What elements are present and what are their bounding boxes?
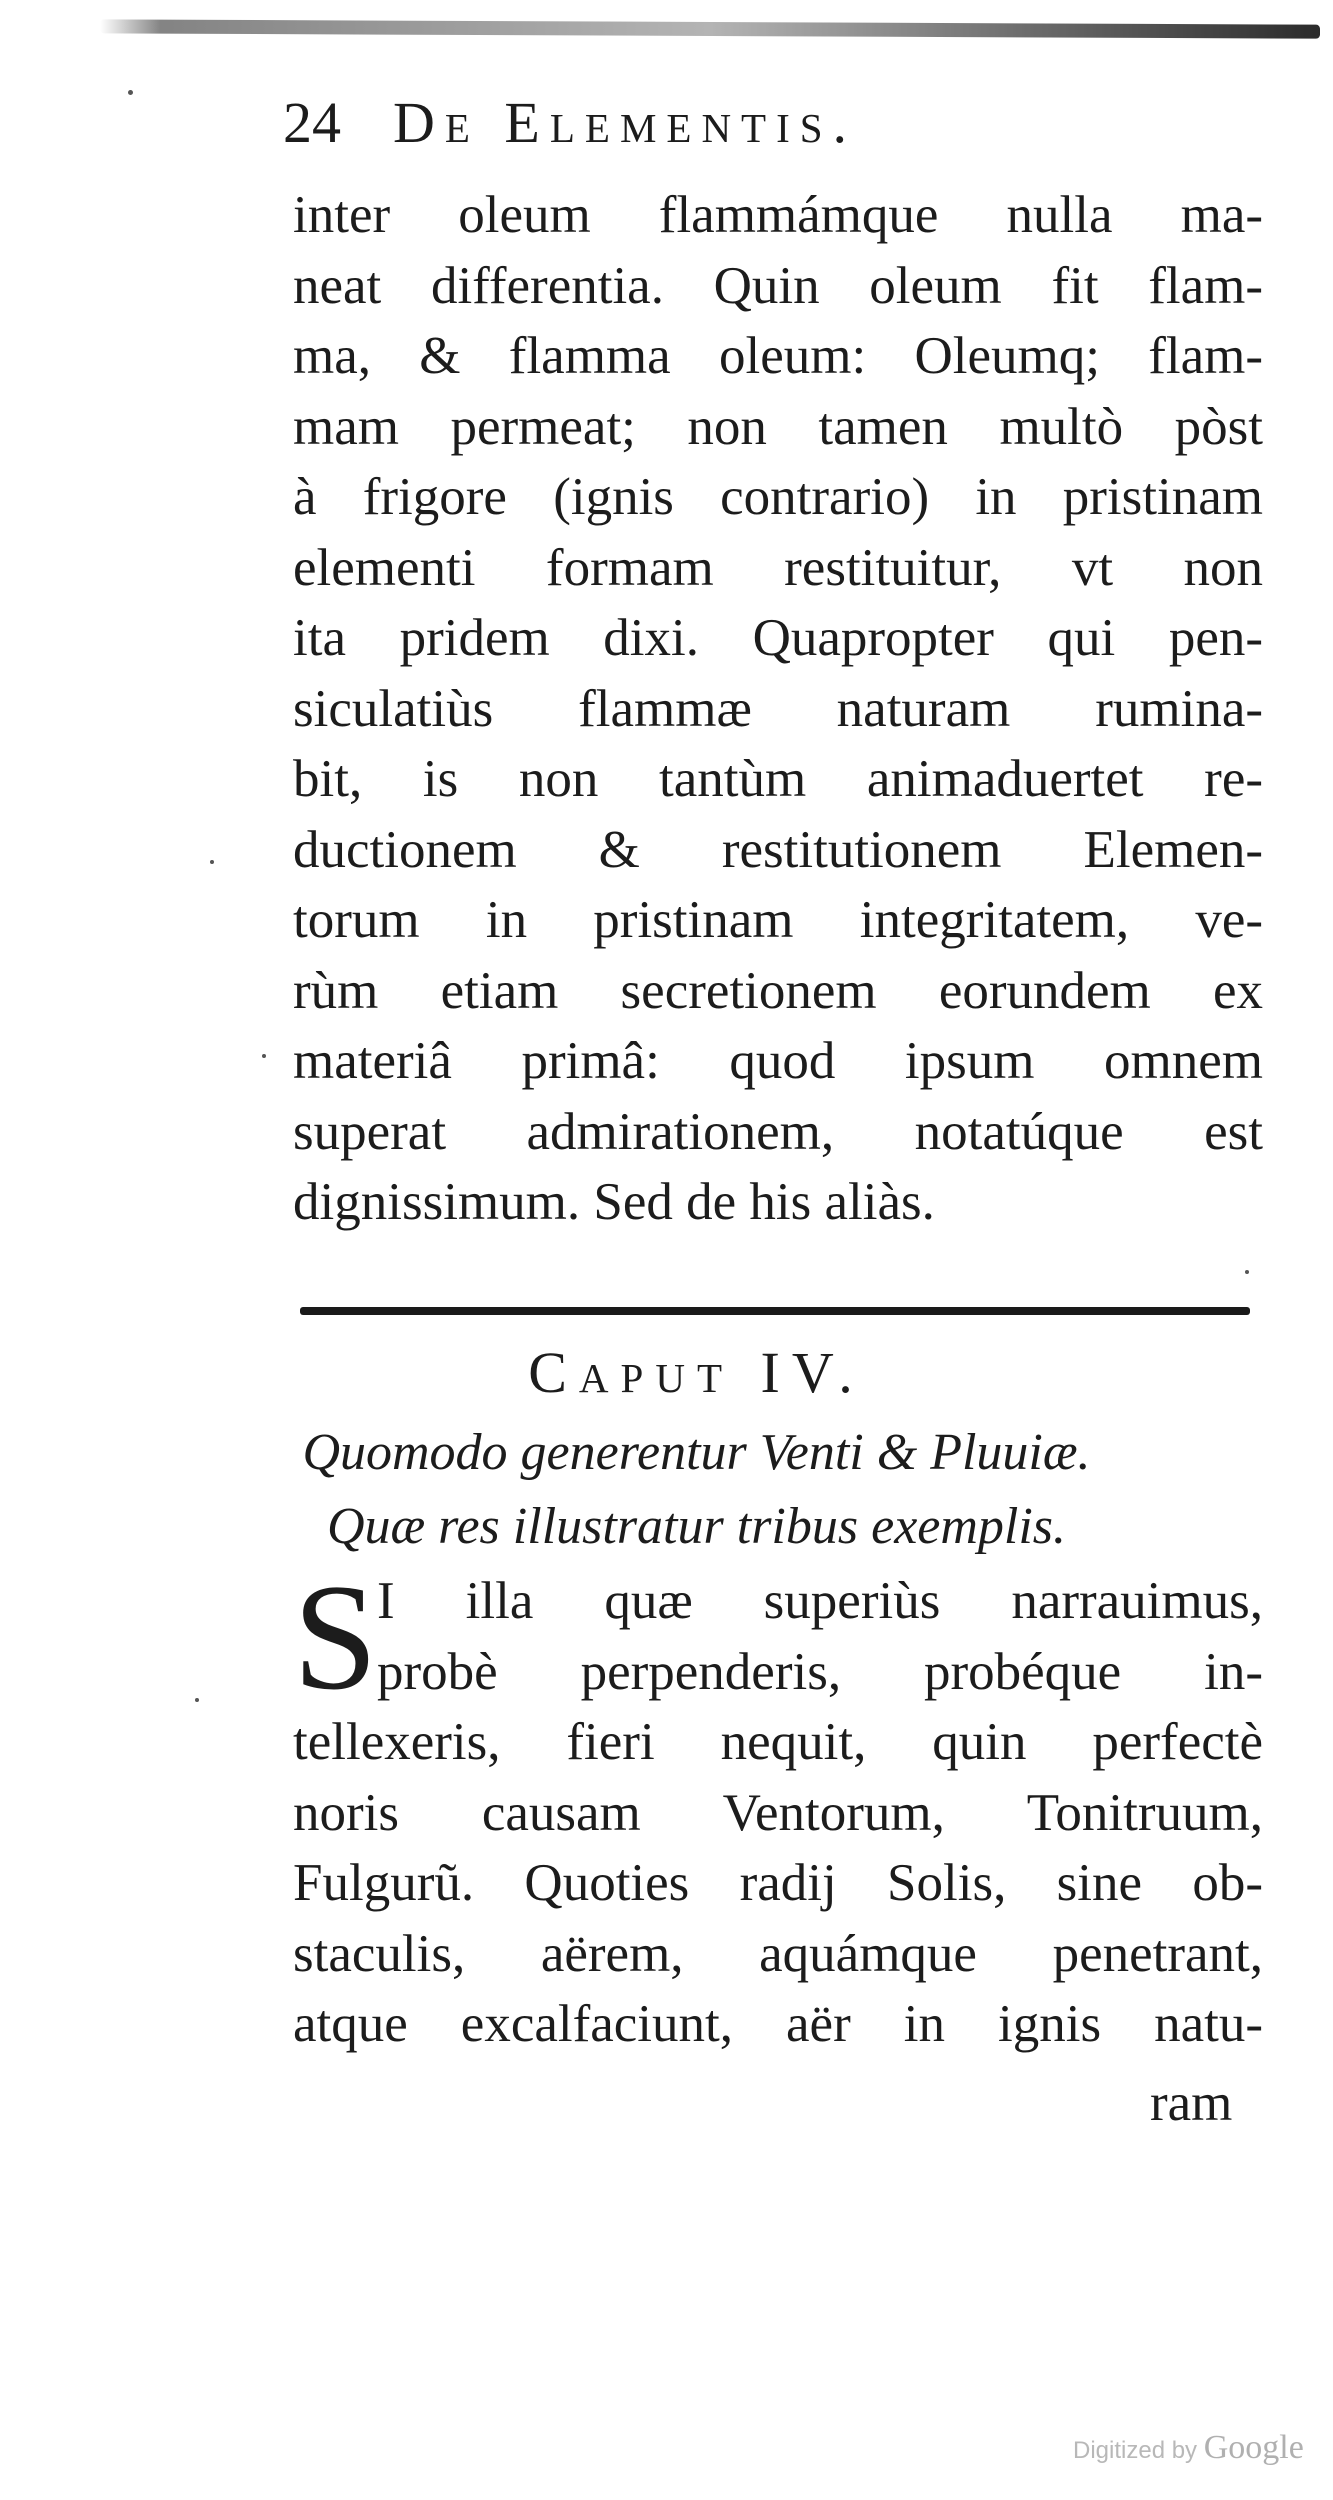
text-line: inter oleum flammámque nulla ma- (293, 186, 1263, 244)
scan-speck (128, 90, 133, 95)
chapter-subtitle-line-2: Quæ res illustratur tribus exemplis. (326, 1498, 1067, 1555)
text-line: torum in pristinam integritatem, ve- (293, 891, 1263, 949)
page-header (283, 88, 857, 158)
chapter-paragraph (293, 1553, 1263, 2060)
chapter-subtitle-line-1: Quomodo generentur Venti & Pluuiæ. (302, 1424, 1091, 1481)
text-line: I illa quæ superiùs narrauimus, (377, 1572, 1263, 1630)
chapter-heading: Caput IV. (528, 1340, 865, 1405)
text-line: Fulgurũ. Quoties radij Solis, sine ob- (293, 1854, 1263, 1912)
digitized-watermark (1073, 2428, 1304, 2471)
catchword: ram (1150, 2074, 1233, 2132)
page-number: 24 (283, 90, 341, 155)
text-line: ma, & flamma oleum: Oleumq; flam- (293, 327, 1263, 385)
text-line: siculatiùs flammæ naturam rumina- (293, 679, 1263, 738)
text-line: à frigore (ignis contrario) in pristinam (293, 468, 1263, 526)
text-line: neat differentia. Quin oleum fit flam- (293, 256, 1263, 315)
scan-speck (195, 1698, 199, 1702)
text-line: rùm etiam secretionem eorundem ex (293, 961, 1263, 1020)
text-line: superat admirationem, notatúque est (293, 1102, 1263, 1161)
text-line: elementi formam restituitur, vt non (293, 538, 1263, 597)
text-line: materiâ primâ: quod ipsum omnem (293, 1032, 1263, 1090)
drop-cap: S (293, 1553, 378, 1721)
text-line: atque excalfaciunt, aër in ignis natu- (293, 1995, 1263, 2053)
text-line: probè perpenderis, probéque in- (377, 1642, 1263, 1701)
text-line: bit, is non tantùm animaduertet re- (293, 750, 1263, 808)
text-line: staculis, aërem, aquámque penetrant, (293, 1924, 1263, 1983)
body-paragraph (293, 180, 1263, 1238)
section-divider-rule (300, 1307, 1250, 1315)
watermark-brand: Google (1203, 2429, 1304, 2466)
text-line: mam permeat; non tamen multò pòst (293, 397, 1263, 456)
scan-speck (262, 1054, 266, 1058)
text-line: dignissimum. Sed de his aliàs. (293, 1173, 935, 1231)
scan-speck (210, 860, 214, 864)
text-line: ductionem & restitutionem Elemen- (293, 820, 1263, 879)
text-line: ita pridem dixi. Quapropter qui pen- (293, 609, 1263, 667)
text-line: tellexeris, fieri nequit, quin perfectè (293, 1713, 1263, 1771)
scan-speck (1245, 1270, 1249, 1274)
watermark-prefix: Digitized by (1073, 2437, 1198, 2464)
text-line: noris causam Ventorum, Tonitruum, (293, 1783, 1263, 1842)
running-title: De Elementis. (393, 90, 858, 155)
